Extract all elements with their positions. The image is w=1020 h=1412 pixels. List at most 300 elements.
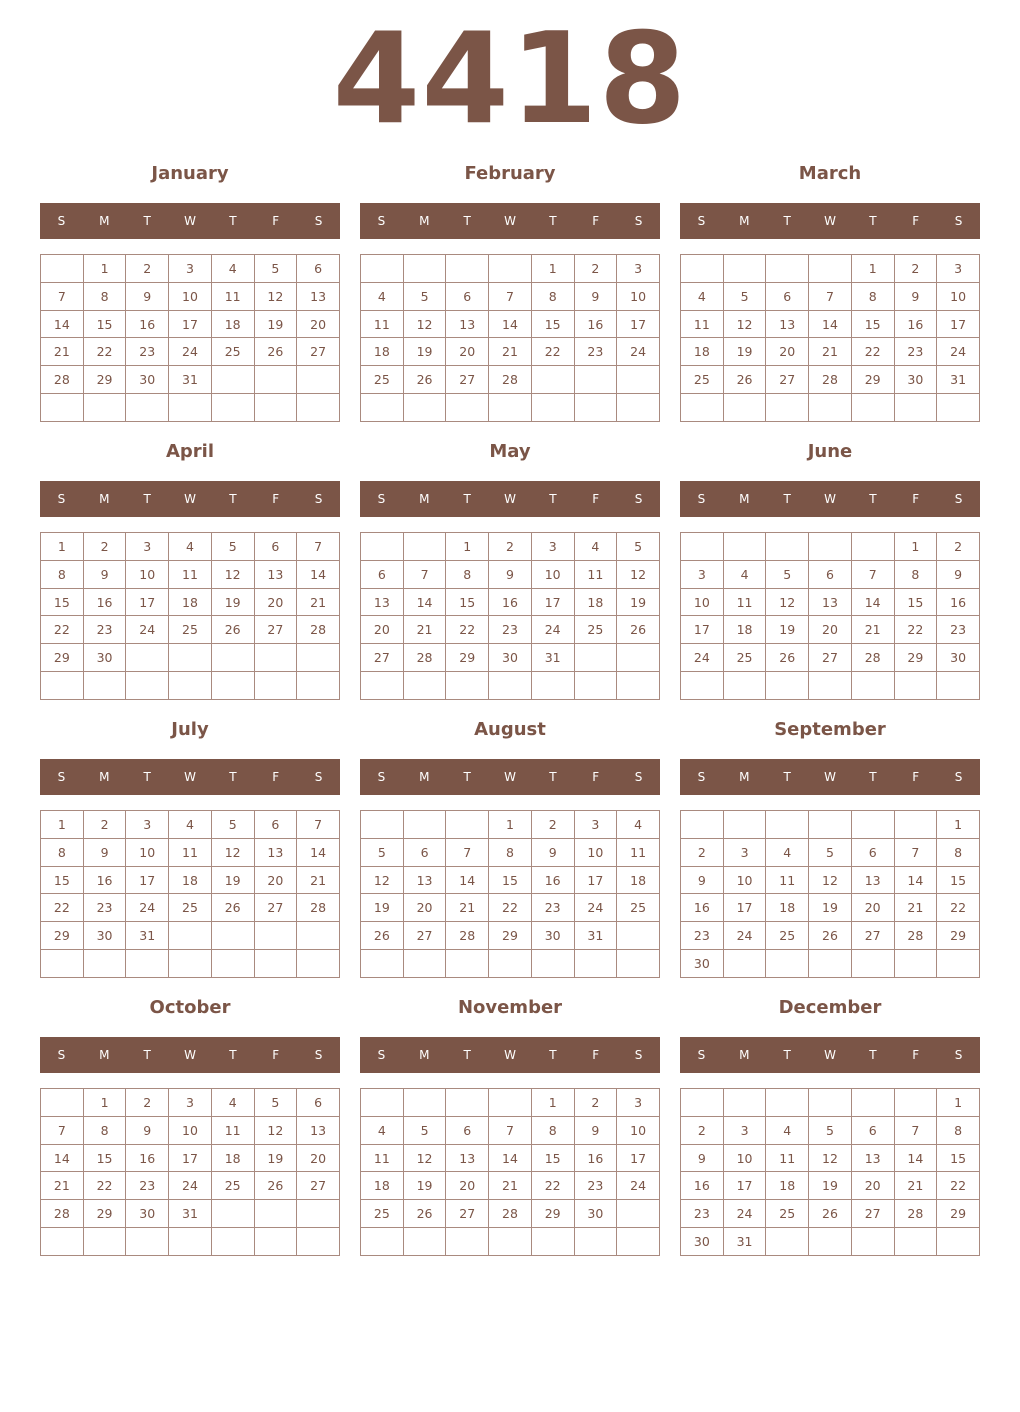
weekday-header	[680, 759, 980, 795]
weekday-label: T	[549, 1048, 557, 1062]
weekday-label: T	[869, 770, 877, 784]
day-cell: 28	[894, 922, 937, 950]
day-cell: 26	[254, 1172, 297, 1200]
week-row	[681, 533, 980, 561]
day-cell: 6	[446, 282, 489, 310]
day-cell: 8	[41, 838, 84, 866]
day-cell	[894, 950, 937, 978]
day-cell: 14	[489, 1144, 532, 1172]
day-cell: 28	[489, 366, 532, 394]
day-cell	[937, 672, 980, 700]
weekday-label: T	[143, 770, 151, 784]
day-cell	[894, 672, 937, 700]
month-name: June	[807, 441, 853, 462]
day-grid	[40, 810, 340, 978]
day-cell: 11	[361, 310, 404, 338]
week-row	[681, 616, 980, 644]
day-cell: 13	[851, 1144, 894, 1172]
weekday-label: W	[824, 214, 836, 228]
day-cell: 18	[681, 338, 724, 366]
week-row	[681, 644, 980, 672]
day-cell	[41, 255, 84, 283]
day-cell: 25	[169, 894, 212, 922]
weekday-label: W	[184, 214, 196, 228]
day-cell: 8	[937, 1116, 980, 1144]
day-cell: 13	[766, 310, 809, 338]
day-cell: 2	[83, 533, 126, 561]
day-cell: 15	[937, 866, 980, 894]
day-cell: 25	[361, 366, 404, 394]
day-cell: 12	[211, 838, 254, 866]
day-cell: 8	[531, 282, 574, 310]
day-cell: 2	[574, 255, 617, 283]
day-cell: 22	[531, 1172, 574, 1200]
day-cell	[126, 950, 169, 978]
day-cell: 8	[937, 838, 980, 866]
day-cell: 19	[361, 894, 404, 922]
day-cell: 10	[617, 282, 660, 310]
day-cell: 28	[894, 1200, 937, 1228]
day-cell: 3	[126, 811, 169, 839]
day-cell: 14	[41, 1144, 84, 1172]
week-row	[41, 255, 340, 283]
day-cell: 12	[211, 560, 254, 588]
day-cell	[851, 394, 894, 422]
weekday-label: T	[869, 492, 877, 506]
day-cell: 5	[403, 282, 446, 310]
weekday-label: F	[912, 214, 920, 228]
day-cell: 4	[361, 282, 404, 310]
day-cell: 6	[446, 1116, 489, 1144]
weekday-label: M	[419, 770, 430, 784]
weekday-label: W	[504, 214, 516, 228]
day-cell	[83, 394, 126, 422]
day-cell	[446, 255, 489, 283]
day-cell	[254, 366, 297, 394]
weekday-label: T	[549, 492, 557, 506]
day-cell: 2	[83, 811, 126, 839]
day-cell: 19	[254, 1144, 297, 1172]
day-cell: 2	[681, 838, 724, 866]
day-cell: 17	[937, 310, 980, 338]
weekday-label: W	[824, 770, 836, 784]
day-cell: 20	[809, 616, 852, 644]
day-cell: 21	[41, 338, 84, 366]
day-cell	[211, 950, 254, 978]
day-cell: 17	[574, 866, 617, 894]
day-cell: 18	[211, 310, 254, 338]
day-cell: 8	[894, 560, 937, 588]
weekday-label: W	[184, 770, 196, 784]
day-cell: 2	[574, 1089, 617, 1117]
weekday-header	[360, 759, 660, 795]
day-cell: 19	[809, 894, 852, 922]
day-cell: 16	[126, 310, 169, 338]
day-cell: 7	[41, 1116, 84, 1144]
day-cell: 4	[766, 1116, 809, 1144]
day-cell	[297, 644, 340, 672]
day-cell: 9	[574, 1116, 617, 1144]
day-cell: 21	[297, 588, 340, 616]
day-cell	[574, 950, 617, 978]
weekday-label: S	[314, 492, 323, 506]
day-cell: 23	[489, 616, 532, 644]
week-row	[41, 616, 340, 644]
weekday-label: T	[783, 1048, 791, 1062]
day-cell	[531, 950, 574, 978]
day-cell: 22	[489, 894, 532, 922]
day-cell: 28	[41, 366, 84, 394]
day-cell: 6	[851, 1116, 894, 1144]
week-row	[681, 560, 980, 588]
week-row	[41, 338, 340, 366]
weekday-label: W	[184, 492, 196, 506]
day-cell: 15	[531, 1144, 574, 1172]
day-cell: 4	[361, 1116, 404, 1144]
day-cell: 22	[83, 338, 126, 366]
day-cell	[766, 533, 809, 561]
weekday-label: M	[419, 1048, 430, 1062]
day-cell	[617, 1200, 660, 1228]
day-cell	[937, 950, 980, 978]
week-row	[361, 922, 660, 950]
weekday-label: S	[954, 492, 963, 506]
week-row	[681, 950, 980, 978]
day-cell: 27	[766, 366, 809, 394]
day-cell: 24	[937, 338, 980, 366]
day-cell: 12	[809, 866, 852, 894]
day-cell: 20	[254, 866, 297, 894]
day-cell: 1	[937, 1089, 980, 1117]
month-name: May	[489, 441, 531, 462]
day-cell	[446, 672, 489, 700]
day-cell	[809, 255, 852, 283]
day-cell: 18	[766, 1172, 809, 1200]
day-cell: 13	[361, 588, 404, 616]
week-row	[41, 394, 340, 422]
day-cell: 1	[489, 811, 532, 839]
day-cell: 22	[83, 1172, 126, 1200]
day-cell: 16	[83, 588, 126, 616]
day-cell: 16	[894, 310, 937, 338]
weekday-label: F	[912, 770, 920, 784]
day-cell	[766, 811, 809, 839]
week-row	[681, 1089, 980, 1117]
day-cell: 11	[574, 560, 617, 588]
day-cell	[126, 644, 169, 672]
day-cell: 4	[169, 533, 212, 561]
day-cell: 9	[489, 560, 532, 588]
day-cell: 25	[766, 922, 809, 950]
day-cell: 31	[169, 366, 212, 394]
day-cell: 8	[446, 560, 489, 588]
month-name: December	[778, 997, 882, 1018]
day-grid	[360, 810, 660, 978]
day-cell	[489, 1228, 532, 1256]
day-cell	[169, 394, 212, 422]
day-cell: 10	[937, 282, 980, 310]
day-cell	[41, 1228, 84, 1256]
weekday-label: S	[314, 1048, 323, 1062]
day-cell: 20	[851, 894, 894, 922]
week-row	[681, 1228, 980, 1256]
day-cell: 9	[126, 282, 169, 310]
weekday-label: T	[463, 492, 471, 506]
week-row	[681, 838, 980, 866]
weekday-header	[40, 759, 340, 795]
day-cell: 9	[126, 1116, 169, 1144]
day-cell: 15	[83, 310, 126, 338]
day-cell	[851, 672, 894, 700]
day-cell	[681, 533, 724, 561]
day-cell: 21	[446, 894, 489, 922]
day-cell: 9	[574, 282, 617, 310]
day-cell	[809, 950, 852, 978]
day-cell: 3	[723, 838, 766, 866]
day-cell: 11	[361, 1144, 404, 1172]
day-cell	[723, 811, 766, 839]
day-cell: 13	[254, 560, 297, 588]
week-row	[681, 894, 980, 922]
week-row	[361, 255, 660, 283]
day-cell	[126, 672, 169, 700]
weekday-label: S	[57, 214, 66, 228]
week-row	[41, 366, 340, 394]
day-cell: 2	[937, 533, 980, 561]
week-row	[41, 560, 340, 588]
day-cell	[894, 811, 937, 839]
day-cell: 6	[297, 255, 340, 283]
day-cell	[723, 950, 766, 978]
day-cell: 17	[617, 310, 660, 338]
day-cell	[681, 811, 724, 839]
day-cell: 6	[403, 838, 446, 866]
day-cell: 10	[574, 838, 617, 866]
day-cell: 28	[851, 644, 894, 672]
day-cell: 7	[41, 282, 84, 310]
day-cell: 24	[617, 1172, 660, 1200]
day-cell: 11	[617, 838, 660, 866]
day-cell	[446, 950, 489, 978]
weekday-label: T	[869, 214, 877, 228]
day-cell: 1	[446, 533, 489, 561]
day-cell: 27	[446, 1200, 489, 1228]
day-cell: 26	[211, 894, 254, 922]
day-cell	[723, 533, 766, 561]
day-cell: 20	[297, 310, 340, 338]
day-cell	[851, 950, 894, 978]
day-cell	[446, 394, 489, 422]
day-cell	[297, 922, 340, 950]
day-cell	[403, 1089, 446, 1117]
month-name: March	[798, 163, 862, 184]
day-cell: 30	[83, 644, 126, 672]
day-cell: 22	[531, 338, 574, 366]
day-cell: 11	[169, 838, 212, 866]
day-cell: 8	[851, 282, 894, 310]
day-cell: 8	[531, 1116, 574, 1144]
week-row	[41, 310, 340, 338]
day-cell: 7	[894, 838, 937, 866]
day-cell	[254, 1228, 297, 1256]
weekday-label: W	[504, 770, 516, 784]
day-cell: 2	[894, 255, 937, 283]
day-cell: 9	[83, 838, 126, 866]
day-cell	[361, 1089, 404, 1117]
day-cell: 1	[937, 811, 980, 839]
day-cell	[809, 394, 852, 422]
day-cell	[361, 950, 404, 978]
week-row	[361, 811, 660, 839]
day-cell: 28	[41, 1200, 84, 1228]
month-name: November	[457, 997, 563, 1018]
weekday-label: S	[697, 1048, 706, 1062]
day-cell: 12	[361, 866, 404, 894]
day-cell	[894, 1089, 937, 1117]
day-cell: 23	[681, 1200, 724, 1228]
weekday-label: S	[377, 770, 386, 784]
weekday-header	[680, 203, 980, 239]
weekday-label: F	[592, 214, 600, 228]
week-row	[361, 310, 660, 338]
weekday-label: S	[954, 1048, 963, 1062]
day-cell: 25	[574, 616, 617, 644]
day-cell	[574, 366, 617, 394]
day-cell: 7	[894, 1116, 937, 1144]
day-cell: 1	[531, 255, 574, 283]
day-cell: 8	[83, 1116, 126, 1144]
day-cell: 29	[851, 366, 894, 394]
day-cell	[681, 394, 724, 422]
day-cell: 15	[531, 310, 574, 338]
day-cell	[617, 366, 660, 394]
day-cell: 11	[211, 1116, 254, 1144]
day-cell: 3	[617, 255, 660, 283]
day-cell: 24	[681, 644, 724, 672]
day-cell: 13	[297, 1116, 340, 1144]
day-cell: 12	[766, 588, 809, 616]
week-row	[41, 811, 340, 839]
day-cell: 1	[894, 533, 937, 561]
day-cell: 23	[83, 616, 126, 644]
day-cell	[361, 394, 404, 422]
day-cell: 27	[254, 616, 297, 644]
day-cell	[531, 366, 574, 394]
day-cell: 30	[894, 366, 937, 394]
day-cell	[766, 672, 809, 700]
weekday-label: W	[824, 1048, 836, 1062]
weekday-label: M	[99, 214, 110, 228]
month-name: July	[171, 719, 209, 740]
weekday-label: F	[272, 770, 280, 784]
day-cell: 20	[254, 588, 297, 616]
day-cell: 18	[617, 866, 660, 894]
day-cell: 23	[574, 338, 617, 366]
day-cell	[937, 1228, 980, 1256]
day-cell	[531, 672, 574, 700]
weekday-header	[40, 481, 340, 517]
day-cell: 1	[851, 255, 894, 283]
day-cell: 28	[809, 366, 852, 394]
day-cell: 30	[681, 1228, 724, 1256]
weekday-label: W	[184, 1048, 196, 1062]
day-cell: 29	[41, 922, 84, 950]
weekday-label: T	[549, 770, 557, 784]
day-cell: 29	[83, 1200, 126, 1228]
day-cell: 13	[254, 838, 297, 866]
day-cell: 4	[211, 255, 254, 283]
day-cell	[489, 672, 532, 700]
day-cell: 7	[446, 838, 489, 866]
day-cell: 5	[211, 811, 254, 839]
day-cell: 4	[211, 1089, 254, 1117]
day-cell: 29	[937, 1200, 980, 1228]
day-cell: 11	[723, 588, 766, 616]
day-cell: 5	[254, 1089, 297, 1117]
day-cell: 12	[723, 310, 766, 338]
weekday-label: F	[272, 214, 280, 228]
day-cell: 22	[851, 338, 894, 366]
day-cell: 19	[254, 310, 297, 338]
weekday-label: M	[739, 492, 750, 506]
day-cell: 28	[489, 1200, 532, 1228]
day-cell: 16	[83, 866, 126, 894]
day-cell: 27	[254, 894, 297, 922]
day-cell: 20	[766, 338, 809, 366]
day-cell: 6	[254, 811, 297, 839]
week-row	[361, 560, 660, 588]
day-cell: 19	[211, 588, 254, 616]
day-cell: 27	[809, 644, 852, 672]
weekday-label: T	[869, 1048, 877, 1062]
day-cell: 28	[297, 616, 340, 644]
day-cell: 14	[809, 310, 852, 338]
day-cell: 25	[681, 366, 724, 394]
day-cell: 17	[126, 866, 169, 894]
day-cell: 9	[937, 560, 980, 588]
day-cell: 15	[41, 588, 84, 616]
day-cell: 10	[681, 588, 724, 616]
day-cell	[403, 1228, 446, 1256]
week-row	[681, 811, 980, 839]
day-cell	[254, 644, 297, 672]
week-row	[361, 1089, 660, 1117]
day-cell: 8	[83, 282, 126, 310]
weekday-label: F	[592, 1048, 600, 1062]
day-cell: 26	[723, 366, 766, 394]
day-grid	[680, 810, 980, 978]
weekday-header	[360, 1037, 660, 1073]
day-cell: 10	[126, 560, 169, 588]
day-cell: 8	[41, 560, 84, 588]
day-cell	[169, 672, 212, 700]
day-cell	[403, 394, 446, 422]
day-cell: 24	[531, 616, 574, 644]
day-cell: 27	[297, 1172, 340, 1200]
day-cell: 3	[169, 255, 212, 283]
day-cell: 12	[809, 1144, 852, 1172]
weekday-label: M	[99, 770, 110, 784]
day-cell: 1	[83, 255, 126, 283]
day-cell	[297, 1200, 340, 1228]
day-cell	[723, 255, 766, 283]
day-grid	[680, 1088, 980, 1256]
week-row	[681, 1116, 980, 1144]
day-cell	[574, 672, 617, 700]
day-cell: 11	[211, 282, 254, 310]
week-row	[361, 1172, 660, 1200]
day-cell	[254, 1200, 297, 1228]
